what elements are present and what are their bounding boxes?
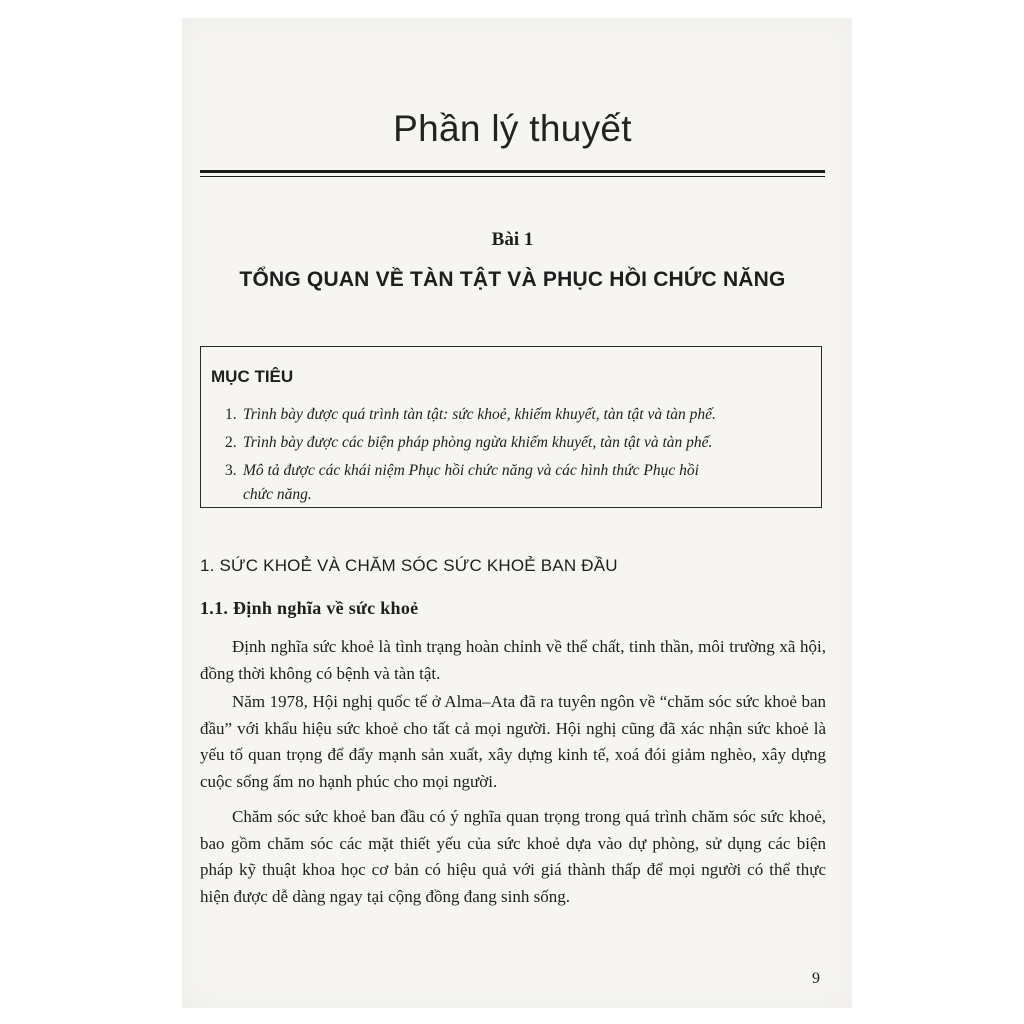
objective-item (225, 459, 795, 507)
objectives-heading: MỤC TIÊU (211, 367, 294, 386)
objective-text-continued: chức năng. (243, 486, 312, 503)
objective-text: Trình bày được các biện pháp phòng ngừa khiếm khuyết, tàn tật và tàn phế. (243, 434, 713, 451)
part-title: Phần lý thuyết (393, 108, 632, 149)
objective-number: 3. (225, 462, 237, 479)
body-paragraph: Định nghĩa sức khoẻ là tình trạng hoàn chỉnh về thể chất, tinh thần, môi trường xã hội, đồng thời không có bệnh và tàn tật. (200, 637, 826, 683)
title-rule-thick (200, 170, 825, 173)
subsection-heading: 1.1. Định nghĩa về sức khoẻ (200, 598, 419, 618)
objective-item (225, 431, 795, 455)
lesson-number: Bài 1 (491, 229, 534, 250)
objective-text: Trình bày được quá trình tàn tật: sức khoẻ, khiếm khuyết, tàn tật và tàn phế. (243, 406, 716, 423)
objectives-box (200, 346, 822, 508)
objective-text: Mô tả được các khái niệm Phục hồi chức năng và các hình thức Phục hồi (243, 462, 699, 479)
objective-item (225, 403, 795, 427)
objective-number: 1. (225, 406, 237, 423)
body-paragraph: Chăm sóc sức khoẻ ban đầu có ý nghĩa quan trọng trong quá trình chăm sóc sức khoẻ, bao gồm chăm sóc các mặt thiết yếu của sức khoẻ dựa vào dự phòng, sử dụng các biện pháp kỹ thuật khoa học cơ bản có hiệu quả với giá thành thấp để mọi người có thể thực hiện được dễ dàng ngay tại cộng đồng đang sinh sống. (200, 807, 826, 906)
objective-number: 2. (225, 434, 237, 451)
body-paragraph: Năm 1978, Hội nghị quốc tế ở Alma–Ata đã ra tuyên ngôn về “chăm sóc sức khoẻ ban đầu” với khẩu hiệu sức khoẻ cho tất cả mọi người. Hội nghị cũng đã xác nhận sức khoẻ là yếu tố quan trọng để đẩy mạnh sản xuất, xây dựng kinh tế, xoá đói giảm nghèo, xây dựng cuộc sống ấm no hạnh phúc cho mọi người. (200, 692, 826, 791)
lesson-title: TỔNG QUAN VỀ TÀN TẬT VÀ PHỤC HỒI CHỨC NĂNG (239, 268, 786, 291)
title-rule-thin (200, 176, 825, 177)
section-heading: 1. SỨC KHOẺ VÀ CHĂM SÓC SỨC KHOẺ BAN ĐẦU (200, 556, 618, 575)
page-number: 9 (812, 970, 820, 987)
